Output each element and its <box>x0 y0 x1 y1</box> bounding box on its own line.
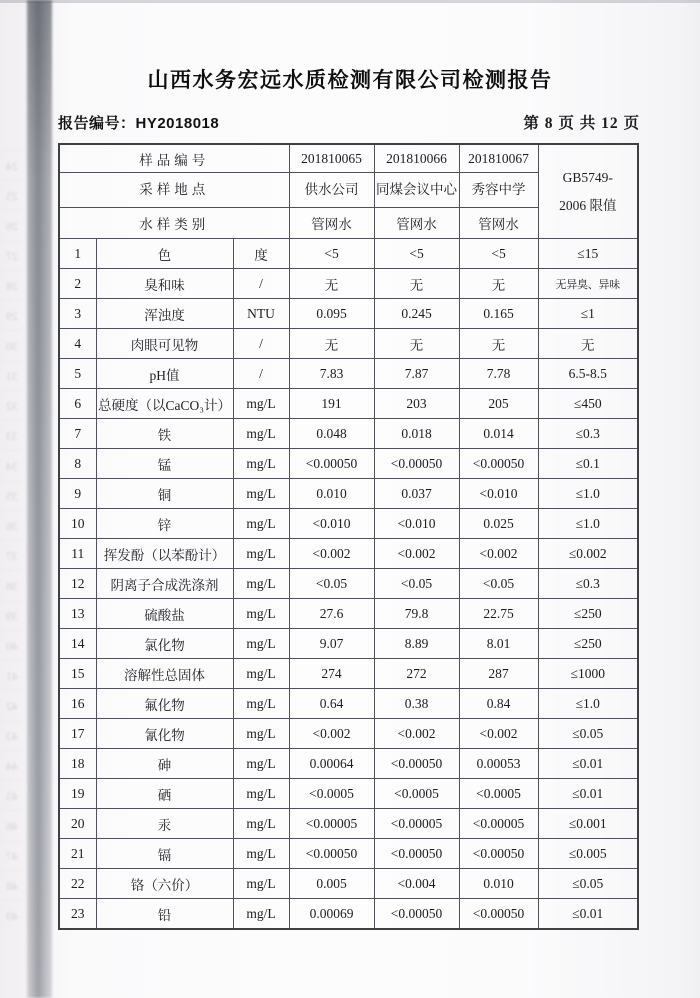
row-number: 18 <box>59 749 96 779</box>
row-number: 6 <box>59 389 96 419</box>
row-number: 11 <box>59 539 96 569</box>
row-number: 14 <box>59 629 96 659</box>
value-cell: 191 <box>289 389 374 419</box>
parameter-name: 氯化物 <box>96 629 233 659</box>
row-number: 15 <box>59 659 96 689</box>
table-row <box>59 899 638 930</box>
value-cell: 0.00069 <box>289 899 374 930</box>
unit-label: mg/L <box>233 509 289 539</box>
unit-label: mg/L <box>233 659 289 689</box>
parameter-name: 锌 <box>96 509 233 539</box>
value-cell: 无 <box>374 329 459 359</box>
value-cell: 8.89 <box>374 629 459 659</box>
table-row <box>59 299 638 329</box>
value-cell: 205 <box>459 389 538 419</box>
bleedthrough-number: 27 <box>0 240 24 271</box>
sample-id-label: 样品编号 <box>59 144 289 173</box>
table-row <box>59 779 638 809</box>
value-cell: 0.095 <box>289 299 374 329</box>
sample-id: 201810065 <box>289 144 374 173</box>
bleedthrough-number: 43 <box>0 720 24 751</box>
sampling-location: 秀容中学 <box>459 173 538 208</box>
row-number: 8 <box>59 449 96 479</box>
limit-cell: ≤1.0 <box>538 689 638 719</box>
row-number: 10 <box>59 509 96 539</box>
value-cell: <0.002 <box>374 719 459 749</box>
value-cell: 无 <box>374 269 459 299</box>
value-cell: <5 <box>289 239 374 269</box>
value-cell: <0.002 <box>289 719 374 749</box>
parameter-name: 锰 <box>96 449 233 479</box>
row-number: 23 <box>59 899 96 930</box>
value-cell: 无 <box>459 329 538 359</box>
bleedthrough-number: 29 <box>0 300 24 331</box>
value-cell: 0.010 <box>459 869 538 899</box>
value-cell: 无 <box>459 269 538 299</box>
value-cell: 287 <box>459 659 538 689</box>
parameter-name: 浑浊度 <box>96 299 233 329</box>
unit-label: mg/L <box>233 569 289 599</box>
table-row <box>59 539 638 569</box>
bleedthrough-number: 40 <box>0 630 24 661</box>
unit-label: mg/L <box>233 599 289 629</box>
value-cell: 0.84 <box>459 689 538 719</box>
sample-type-label: 水样类别 <box>59 208 289 239</box>
value-cell: <0.010 <box>374 509 459 539</box>
limit-cell: ≤0.001 <box>538 809 638 839</box>
value-cell: <0.002 <box>459 539 538 569</box>
bleedthrough-number: 39 <box>0 600 24 631</box>
unit-label: mg/L <box>233 389 289 419</box>
value-cell: 274 <box>289 659 374 689</box>
table-row <box>59 449 638 479</box>
value-cell: <0.002 <box>289 539 374 569</box>
value-cell: 0.025 <box>459 509 538 539</box>
unit-label: mg/L <box>233 689 289 719</box>
row-number: 17 <box>59 719 96 749</box>
value-cell: <0.00005 <box>289 809 374 839</box>
unit-label: mg/L <box>233 749 289 779</box>
row-number: 22 <box>59 869 96 899</box>
bleedthrough-number: 47 <box>0 840 24 871</box>
value-cell: <0.010 <box>289 509 374 539</box>
table-row <box>59 599 638 629</box>
value-cell: <0.002 <box>459 719 538 749</box>
value-cell: 无 <box>289 269 374 299</box>
row-number: 21 <box>59 839 96 869</box>
parameter-name: 硫酸盐 <box>96 599 233 629</box>
limit-cell: ≤450 <box>538 389 638 419</box>
limit-standard-line1: GB5749- <box>562 170 613 185</box>
header-row-sample-id <box>59 144 638 173</box>
value-cell: 27.6 <box>289 599 374 629</box>
bleedthrough-number: 25 <box>0 180 24 211</box>
value-cell: 7.78 <box>459 359 538 389</box>
bleedthrough-number: 34 <box>0 450 24 481</box>
table-row <box>59 509 638 539</box>
value-cell: <0.00005 <box>374 809 459 839</box>
parameter-name: 溶解性总固体 <box>96 659 233 689</box>
value-cell: 0.165 <box>459 299 538 329</box>
bleedthrough-number: 37 <box>0 540 24 571</box>
bleedthrough-number: 49 <box>0 900 24 931</box>
bleedthrough-number: 26 <box>0 210 24 241</box>
parameter-name: 铬（六价） <box>96 869 233 899</box>
value-cell: <0.00050 <box>459 449 538 479</box>
row-number: 1 <box>59 239 96 269</box>
page-indicator: 第 8 页 共 12 页 <box>523 115 640 132</box>
limit-cell: ≤0.3 <box>538 419 638 449</box>
table-row <box>59 839 638 869</box>
value-cell: 8.01 <box>459 629 538 659</box>
sample-type: 管网水 <box>289 208 374 239</box>
row-number: 13 <box>59 599 96 629</box>
limit-cell: ≤0.05 <box>538 719 638 749</box>
value-cell: 203 <box>374 389 459 419</box>
limit-cell: ≤15 <box>538 239 638 269</box>
parameter-name: 铅 <box>96 899 233 930</box>
parameter-name: 氰化物 <box>96 719 233 749</box>
parameter-name: 镉 <box>96 839 233 869</box>
value-cell: <0.004 <box>374 869 459 899</box>
bleedthrough-number: 46 <box>0 810 24 841</box>
value-cell: <0.00050 <box>374 899 459 930</box>
limit-cell: ≤1 <box>538 299 638 329</box>
value-cell: 272 <box>374 659 459 689</box>
sample-type: 管网水 <box>374 208 459 239</box>
value-cell: <0.0005 <box>374 779 459 809</box>
unit-label: NTU <box>233 299 289 329</box>
limit-cell: 无异臭、异味 <box>538 269 638 299</box>
value-cell: 22.75 <box>459 599 538 629</box>
bleedthrough-number: 41 <box>0 660 24 691</box>
scan-spine-shadow <box>27 0 52 998</box>
bleedthrough-number: 42 <box>0 690 24 721</box>
limit-cell: ≤0.002 <box>538 539 638 569</box>
limit-cell: ≤0.01 <box>538 779 638 809</box>
unit-label: / <box>233 359 289 389</box>
value-cell: 0.010 <box>289 479 374 509</box>
table-row <box>59 869 638 899</box>
table-row <box>59 239 638 269</box>
table-row <box>59 749 638 779</box>
value-cell: 0.00064 <box>289 749 374 779</box>
row-number: 19 <box>59 779 96 809</box>
scan-bleedthrough-strip <box>0 150 26 980</box>
value-cell: <0.00050 <box>374 749 459 779</box>
parameter-name: 氟化物 <box>96 689 233 719</box>
bleedthrough-number: 31 <box>0 360 24 391</box>
limit-cell: ≤0.1 <box>538 449 638 479</box>
value-cell: <0.0005 <box>459 779 538 809</box>
unit-label: 度 <box>233 239 289 269</box>
sample-id: 201810066 <box>374 144 459 173</box>
value-cell: <0.00050 <box>374 449 459 479</box>
value-cell: <0.05 <box>289 569 374 599</box>
limit-cell: ≤0.005 <box>538 839 638 869</box>
table-row <box>59 569 638 599</box>
value-cell: <5 <box>459 239 538 269</box>
table-row <box>59 479 638 509</box>
bleedthrough-number: 28 <box>0 270 24 301</box>
value-cell: <0.05 <box>374 569 459 599</box>
value-cell: 0.64 <box>289 689 374 719</box>
value-cell: 0.00053 <box>459 749 538 779</box>
row-number: 5 <box>59 359 96 389</box>
bleedthrough-number: 36 <box>0 510 24 541</box>
value-cell: 0.005 <box>289 869 374 899</box>
limit-cell: ≤1.0 <box>538 509 638 539</box>
limit-cell: ≤0.01 <box>538 899 638 930</box>
unit-label: mg/L <box>233 839 289 869</box>
value-cell: <0.00050 <box>459 839 538 869</box>
limit-cell: ≤0.05 <box>538 869 638 899</box>
value-cell: 0.014 <box>459 419 538 449</box>
table-row <box>59 629 638 659</box>
limit-cell: ≤1000 <box>538 659 638 689</box>
value-cell: 0.037 <box>374 479 459 509</box>
parameter-name: 肉眼可见物 <box>96 329 233 359</box>
parameter-name: 铁 <box>96 419 233 449</box>
bleedthrough-number: 24 <box>0 150 24 181</box>
row-number: 2 <box>59 269 96 299</box>
table-row <box>59 389 638 419</box>
parameter-name: 汞 <box>96 809 233 839</box>
limit-cell: ≤1.0 <box>538 479 638 509</box>
parameter-name: 总硬度（以CaCO₃计） <box>96 389 233 419</box>
value-cell: 79.8 <box>374 599 459 629</box>
bleedthrough-number: 44 <box>0 750 24 781</box>
table-row <box>59 329 638 359</box>
table-row <box>59 659 638 689</box>
value-cell: <0.002 <box>374 539 459 569</box>
value-cell: 7.83 <box>289 359 374 389</box>
bleedthrough-number: 33 <box>0 420 24 451</box>
value-cell: 7.87 <box>374 359 459 389</box>
row-number: 7 <box>59 419 96 449</box>
value-cell: <0.0005 <box>289 779 374 809</box>
report-meta-row <box>58 111 640 133</box>
table-row <box>59 809 638 839</box>
unit-label: mg/L <box>233 449 289 479</box>
value-cell: 0.38 <box>374 689 459 719</box>
unit-label: mg/L <box>233 419 289 449</box>
results-table <box>58 143 639 930</box>
bleedthrough-number: 30 <box>0 330 24 361</box>
parameter-name: 阴离子合成洗涤剂 <box>96 569 233 599</box>
location-label: 采样地点 <box>59 173 289 208</box>
sample-type: 管网水 <box>459 208 538 239</box>
row-number: 4 <box>59 329 96 359</box>
limit-cell: ≤0.3 <box>538 569 638 599</box>
limit-cell: 无 <box>538 329 638 359</box>
bleedthrough-number: 48 <box>0 870 24 901</box>
bleedthrough-number: 45 <box>0 780 24 811</box>
limit-standard-line2: 2006 限值 <box>559 197 617 213</box>
unit-label: mg/L <box>233 629 289 659</box>
unit-label: mg/L <box>233 539 289 569</box>
value-cell: 0.048 <box>289 419 374 449</box>
limit-cell: ≤250 <box>538 629 638 659</box>
value-cell: <0.00050 <box>289 839 374 869</box>
limit-cell: ≤0.01 <box>538 749 638 779</box>
bleedthrough-number: 38 <box>0 570 24 601</box>
sampling-location: 同煤会议中心 <box>374 173 459 208</box>
value-cell: 0.018 <box>374 419 459 449</box>
unit-label: mg/L <box>233 899 289 930</box>
table-row <box>59 269 638 299</box>
parameter-name: 色 <box>96 239 233 269</box>
bleedthrough-number: 32 <box>0 390 24 421</box>
unit-label: / <box>233 329 289 359</box>
row-number: 12 <box>59 569 96 599</box>
parameter-name: pH值 <box>96 359 233 389</box>
sample-id: 201810067 <box>459 144 538 173</box>
results-table-body <box>59 239 638 930</box>
value-cell: <0.00050 <box>459 899 538 930</box>
value-cell: <0.00050 <box>374 839 459 869</box>
unit-label: mg/L <box>233 809 289 839</box>
unit-label: / <box>233 269 289 299</box>
parameter-name: 挥发酚（以苯酚计） <box>96 539 233 569</box>
value-cell: <5 <box>374 239 459 269</box>
table-row <box>59 419 638 449</box>
unit-label: mg/L <box>233 719 289 749</box>
value-cell: <0.05 <box>459 569 538 599</box>
value-cell: 9.07 <box>289 629 374 659</box>
table-row <box>59 359 638 389</box>
row-number: 20 <box>59 809 96 839</box>
row-number: 3 <box>59 299 96 329</box>
bleedthrough-number: 35 <box>0 480 24 511</box>
row-number: 9 <box>59 479 96 509</box>
limit-standard-header <box>538 144 638 239</box>
parameter-name: 硒 <box>96 779 233 809</box>
sampling-location: 供水公司 <box>289 173 374 208</box>
unit-label: mg/L <box>233 869 289 899</box>
limit-cell: 6.5-8.5 <box>538 359 638 389</box>
parameter-name: 砷 <box>96 749 233 779</box>
unit-label: mg/L <box>233 779 289 809</box>
value-cell: 无 <box>289 329 374 359</box>
table-row <box>59 719 638 749</box>
value-cell: <0.00050 <box>289 449 374 479</box>
value-cell: <0.00005 <box>459 809 538 839</box>
row-number: 16 <box>59 689 96 719</box>
table-row <box>59 689 638 719</box>
value-cell: 0.245 <box>374 299 459 329</box>
unit-label: mg/L <box>233 479 289 509</box>
parameter-name: 臭和味 <box>96 269 233 299</box>
value-cell: <0.010 <box>459 479 538 509</box>
report-number: 报告编号：HY2018018 <box>58 115 220 132</box>
parameter-name: 铜 <box>96 479 233 509</box>
limit-cell: ≤250 <box>538 599 638 629</box>
page-title: 山西水务宏远水质检测有限公司检测报告 <box>147 69 553 92</box>
